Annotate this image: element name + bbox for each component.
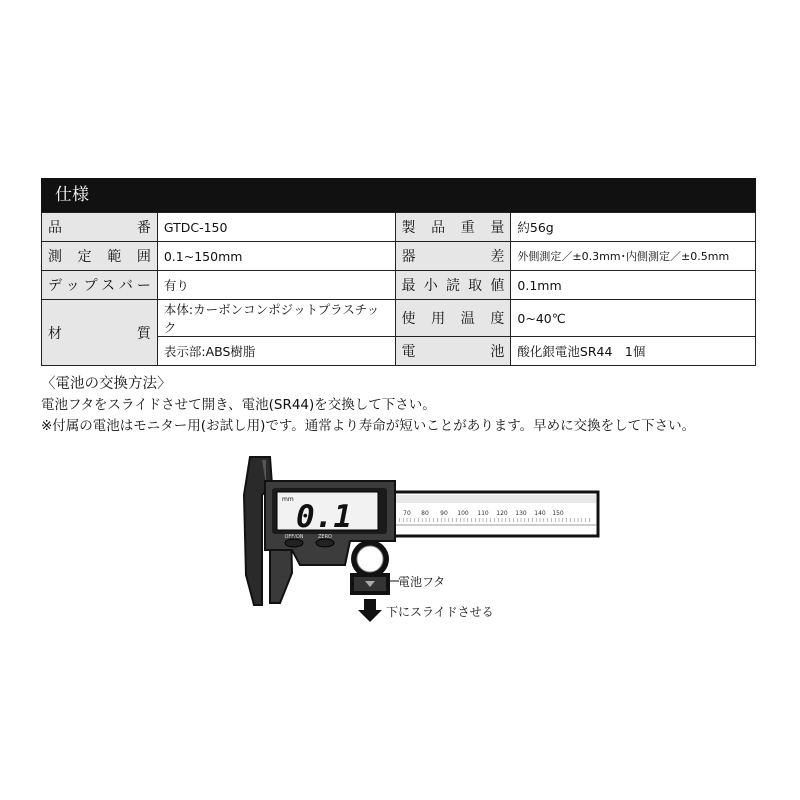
spec-value: 酸化銀電池SR44 1個 [511, 337, 756, 366]
off-on-label: OFF/ON [284, 534, 304, 540]
spec-label: 製品重量 [395, 213, 511, 242]
spec-value: 約56g [511, 213, 756, 242]
scale-label: 100 [457, 510, 469, 517]
spec-value: 表示部:ABS樹脂 [157, 337, 395, 366]
scale-label: 120 [496, 510, 508, 517]
scale-label: 110 [477, 510, 489, 517]
spec-label: デップスバー [42, 271, 158, 300]
spec-label: 品 番 [42, 213, 158, 242]
table-row [42, 271, 756, 300]
zero-button [316, 539, 334, 547]
spec-label: 最小読取値 [395, 271, 511, 300]
spec-label: 電 池 [395, 337, 511, 366]
spec-value: 0.1~150mm [157, 242, 395, 271]
spec-value: 0.1mm [511, 271, 756, 300]
scale-labels [403, 510, 564, 517]
spec-header: 仕様 [41, 178, 756, 212]
scale-label: 80 [421, 510, 429, 517]
battery-instructions [41, 374, 781, 437]
instructions-line: 電池フタをスライドさせて開き、電池(SR44)を交換して下さい。 [41, 397, 436, 413]
spec-label: 材 質 [42, 300, 158, 366]
lcd-reading: 0.1 [296, 499, 352, 535]
table-row [42, 242, 756, 271]
battery-cover-label: 電池フタ [398, 575, 446, 589]
table-row [42, 213, 756, 242]
instructions-title: 〈電池の交換方法〉 [41, 376, 172, 392]
scale-label: 130 [515, 510, 527, 517]
battery-icon [357, 546, 383, 572]
spec-value: GTDC-150 [157, 213, 395, 242]
slide-instruction-label: 下にスライドさせる [386, 605, 494, 619]
scale-label: 140 [534, 510, 546, 517]
zero-label: ZERO [318, 534, 332, 540]
spec-label: 測定範囲 [42, 242, 158, 271]
spec-value: 0~40℃ [511, 300, 756, 337]
instructions-note: ※付属の電池はモニター用(お試し用)です。通常より寿命が短いことがあります。早めに交換をして下さい。 [41, 418, 696, 434]
beam-stripe [382, 495, 596, 503]
lcd-unit: mm [282, 496, 294, 503]
table-row [42, 300, 756, 337]
spec-label: 器 差 [395, 242, 511, 271]
spec-table [41, 212, 756, 366]
off-on-button [285, 539, 303, 547]
spec-label: 使用温度 [395, 300, 511, 337]
spec-value: 本体:カーボンコンポジットプラスチック [157, 300, 395, 337]
spec-value: 有り [157, 271, 395, 300]
scale-label: 70 [403, 510, 411, 517]
slide-down-arrow-icon [358, 599, 382, 622]
spec-value: 外側測定／±0.3mm･内側測定／±0.5mm [511, 242, 756, 271]
scale-label: 90 [440, 510, 448, 517]
scale-label: 150 [552, 510, 564, 517]
